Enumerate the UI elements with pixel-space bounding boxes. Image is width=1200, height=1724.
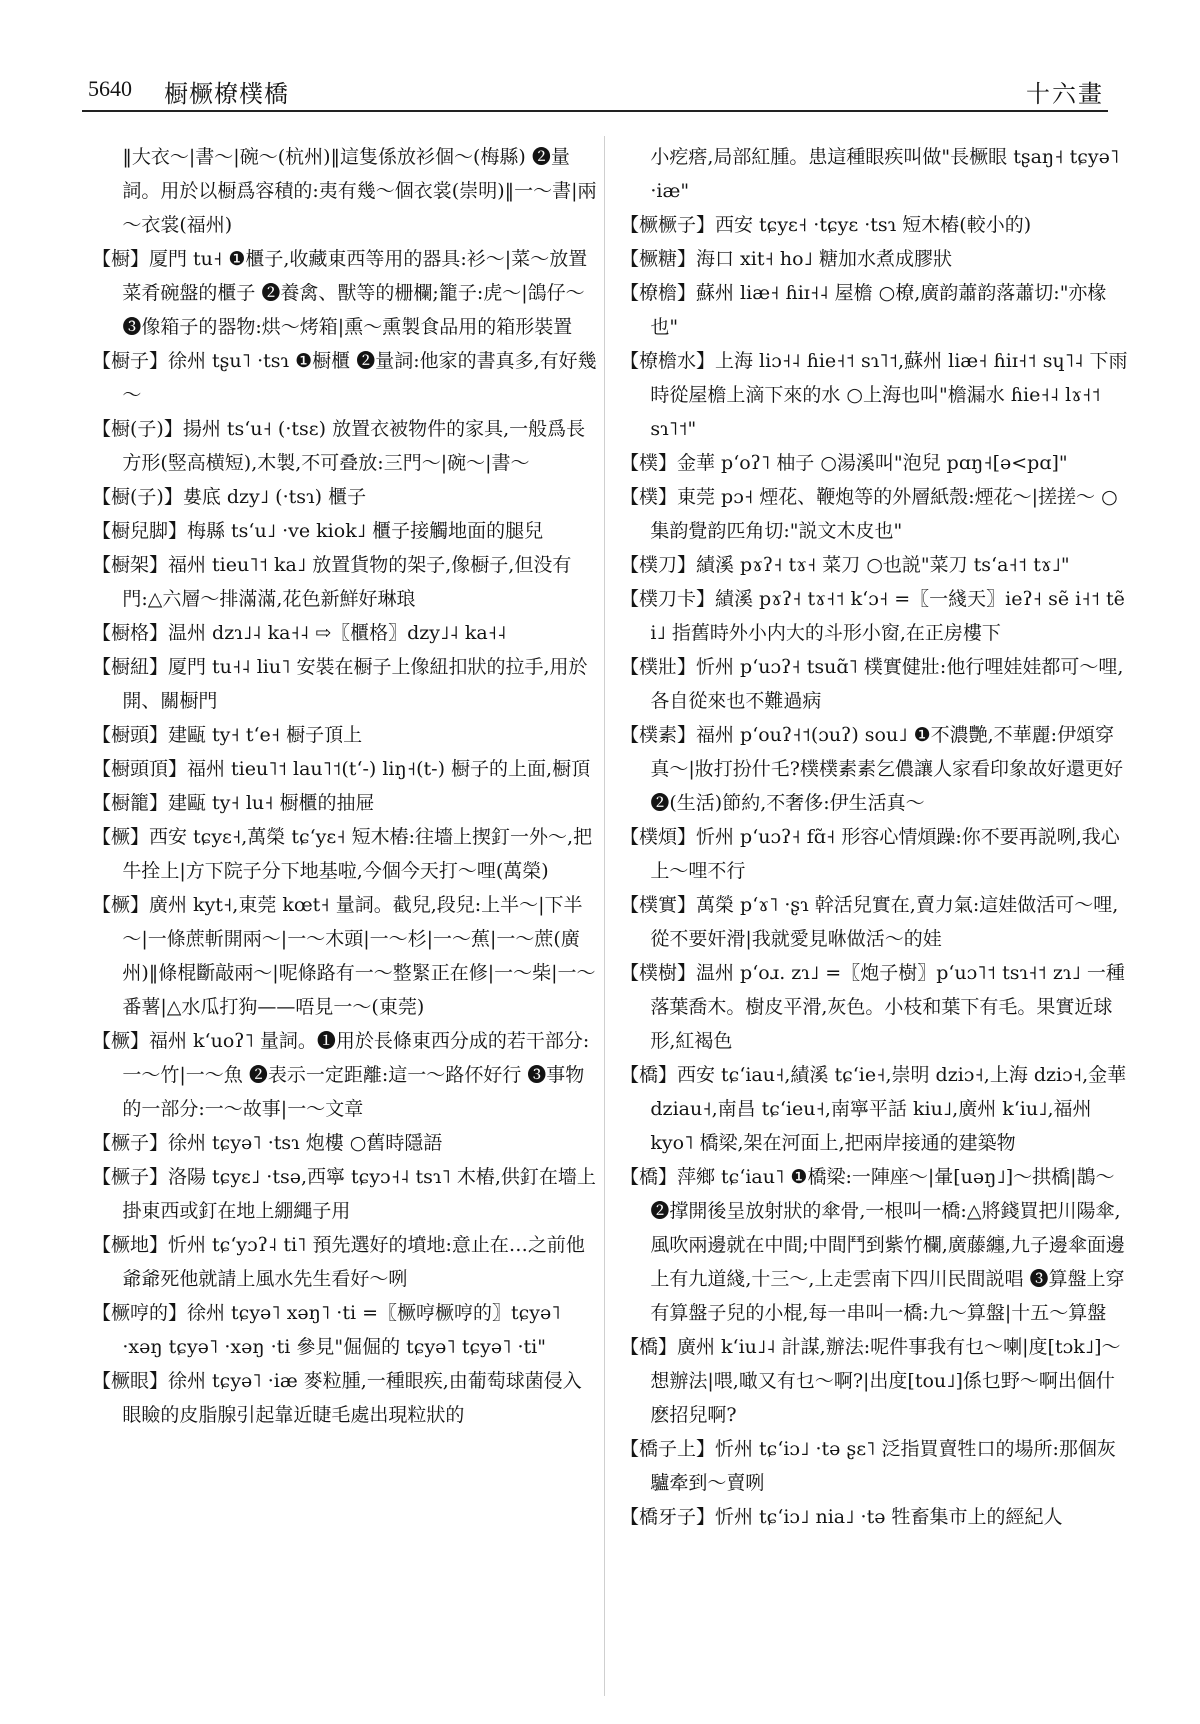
- dictionary-entry: 【樸樹】温州 pʻoɹ. zɿ˩ =〖炮子樹〗pʻuɔ˥˦ tsɿ˧˦ zɿ˩ 一種落葉喬木。樹皮平滑,灰色。小枝和葉下有毛。果實近球形,紅褐色: [620, 962, 1125, 1052]
- dictionary-entry: 【橛子】洛陽 tɕyɛ˩ ·tsə,西寧 tɕyɔ˧˨ tsɿ˥ 木樁,供釘在墻上掛東西或釘在地上綳繩子用: [92, 1166, 596, 1222]
- dictionary-entry: 【橑檐】蘇州 liæ˧ ɦiɪ˧˨ 屋檐 ○橑,廣韵蕭韵落蕭切:"亦椽也": [620, 282, 1107, 338]
- dictionary-entry: 【橱紐】厦門 tu˧˨ liu˥ 安裝在橱子上像紐扣狀的拉手,用於開、關橱門: [92, 656, 588, 712]
- dictionary-entry: 【橱子】徐州 tʂu˥ ·tsɿ ❶橱櫃 ❷量詞:他家的書真多,有好幾～: [92, 350, 597, 406]
- dictionary-entry: 【橛哼的】徐州 tɕyə˥ xəŋ˥ ·ti =〖橛哼橛哼的〗tɕyə˥ ·xəŋ tɕyə˥ ·xəŋ ·ti 參見"倔倔的 tɕyə˥ tɕyə˥ ·ti": [92, 1302, 561, 1358]
- dictionary-entry: 【橛】廣州 kyt˧,東莞 kœt˧ 量詞。截兒,段兒:上半～|下半～|一條蔗斬開兩～|一～木頭|一～杉|一～蕉|一～蔗(廣州)‖條棍斷敲兩～|呢條路有一～整緊正在修|一～柴|一～番薯|△水瓜打狗——唔見一～(東莞): [92, 894, 596, 1018]
- dictionary-entry: 【橋子上】忻州 tɕʻiɔ˩ ·tə ʂɛ˥ 泛指買賣牲口的場所:那個灰驢牽到～賣咧: [620, 1438, 1116, 1494]
- dictionary-entry: 【樸素】福州 pʻouʔ˧˦(ɔuʔ) sou˩ ❶不濃艷,不華麗:伊頌穿真～|妝打扮什乇?樸樸素素乞儂讓人家看印象故好還更好 ❷(生活)節約,不奢侈:伊生活真～: [620, 724, 1123, 814]
- dictionary-entry: 【橛地】忻州 tɕʻyɔʔ˨ ti˥ 預先選好的墳地:意止在…之前他爺爺死他就請上風水先生看好～咧: [92, 1234, 585, 1290]
- dictionary-entry: 【橛】福州 kʻuoʔ˥ 量詞。❶用於長條東西分成的若干部分:一～竹|一～魚 ❷表示一定距離:這一～路伓好行 ❸事物的一部分:一～故事|一～文章: [92, 1030, 590, 1120]
- page-header: [82, 72, 1108, 112]
- page-number: 5640: [88, 76, 132, 101]
- dictionary-entry: 【樸刀卡】績溪 pɤʔ˧ tɤ˧˦ kʻɔ˧ =〖一綫天〗ieʔ˧ sẽ i˧˦ tẽ i˩ 指舊時外小内大的斗形小窗,在正房樓下: [620, 588, 1125, 644]
- dictionary-entry: ‖大衣～|書～|碗～(杭州)‖這隻係放衫個～(梅縣) ❷量詞。用於以橱爲容積的:夷有幾～個衣裳(崇明)‖一～書|兩～衣裳(福州): [122, 146, 597, 236]
- dictionary-entry: 【橋】廣州 kʻiu˩˨ 計謀,辦法:呢件事我有乜～喇|度[tɔk˩]～想辦法|喂,噉又有乜～啊?|出度[tou˩]係乜野～啊出個什麽招兒啊?: [620, 1336, 1121, 1426]
- dictionary-entry: 【橱兒脚】梅縣 tsʻu˩ ·ve kiok˩ 櫃子接觸地面的腿兒: [92, 520, 544, 542]
- dictionary-entry: 【樸煩】忻州 pʻuɔʔ˧ fɑ̃˧ 形容心情煩躁:你不要再説咧,我心上～哩不行: [620, 826, 1120, 882]
- right-column: [620, 140, 1132, 1534]
- dictionary-entry: 【樸】金華 pʻoʔ˥ 柚子 ○湯溪叫"泡兒 pɑŋ˧[ə<pɑ]": [620, 452, 1068, 474]
- dictionary-entry: 小疙瘩,局部紅腫。患這種眼疾叫做"長橛眼 tʂaŋ˧ tɕyə˥ ·iæ": [650, 146, 1120, 202]
- dictionary-entry: 【橱(子)】揚州 tsʻu˧ (·tsɛ) 放置衣被物件的家具,一般爲長方形(竪高横短),木製,不可叠放:三門～|碗～|書～: [92, 418, 586, 474]
- dictionary-entry: 【橱頭頂】福州 tieu˥˦ lau˥˦(tʻ-) liŋ˧(t-) 橱子的上面,橱頂: [92, 758, 591, 780]
- column-divider: [604, 136, 605, 1696]
- dictionary-entry: 【橑檐水】上海 liɔ˧˨ ɦie˧˦ sɿ˥˦,蘇州 liæ˧ ɦiɪ˧˦ sɥ˥˨ 下雨時從屋檐上滴下來的水 ○上海也叫"檐漏水 ɦie˧˨ lɤ˧˦ sɿ˥˦": [620, 350, 1128, 440]
- section-label: 十六畫: [1026, 80, 1104, 108]
- dictionary-entry: 【樸刀】績溪 pɤʔ˧ tɤ˧ 菜刀 ○也説"菜刀 tsʻa˧˦ tɤ˩": [620, 554, 1070, 576]
- dictionary-entry: 【橛橛子】西安 tɕyɛ˧ ·tɕyɛ ·tsɿ 短木樁(較小的): [620, 214, 1032, 236]
- dictionary-entry: 【橛眼】徐州 tɕyə˥ ·iæ 麥粒腫,一種眼疾,由葡萄球菌侵入眼瞼的皮脂腺引起靠近睫毛處出現粒狀的: [92, 1370, 582, 1426]
- left-column: [92, 140, 600, 1432]
- dictionary-entry: 【橋】萍鄉 tɕʻiau˥ ❶橋梁:一陣座～|暈[uəŋ˩]～拱橋|鵲～ ❷撑開後呈放射狀的傘骨,一根叫一橋:△將錢買把川陽傘,風吹兩邊就在中間;中間鬥到紫竹欄,廣藤纏,九子邊傘面邊上有九道綫,十三～,上走雲南下四川民間説唱 ❸算盤上穿有算盤子兒的小棍,每一串叫一橋:九～算盤|十五～算盤: [620, 1166, 1125, 1324]
- page-title: 橱橛橑樸橋: [164, 80, 289, 108]
- dictionary-entry: 【樸壯】忻州 pʻuɔʔ˧ tsuɑ̃˥ 樸實健壯:他行哩娃娃都可～哩,各自從來也不難過病: [620, 656, 1124, 712]
- dictionary-entry: 【橱頭】建甌 ty˧ tʻe˧ 橱子頂上: [92, 724, 363, 746]
- dictionary-entry: 【樸實】萬榮 pʻɤ˥ ·ʂɿ 幹活兒實在,賣力氣:這娃做活可～哩,從不要奸滑|我就愛見咻做活～的娃: [620, 894, 1119, 950]
- dictionary-entry: 【橋牙子】忻州 tɕʻiɔ˩ nia˩ ·tə 牲畜集市上的經紀人: [620, 1506, 1063, 1528]
- dictionary-entry: 【橱】厦門 tu˧ ❶櫃子,收藏東西等用的器具:衫～|菜～放置菜肴碗盤的櫃子 ❷養禽、獸等的栅欄;籠子:虎～|鴿仔～ ❸像箱子的器物:烘～烤箱|熏～熏製食品用的箱形裝置: [92, 248, 588, 338]
- dictionary-entry: 【樸】東莞 pɔ˧ 煙花、鞭炮等的外層紙殼:煙花～|搓搓～ ○集韵覺韵匹角切:"説文木皮也": [620, 486, 1118, 542]
- dictionary-entry: 【橛】西安 tɕyɛ˧,萬榮 tɕʻyɛ˧ 短木樁:往墻上揳釘一外～,把牛拴上|方下院子分下地基啦,今個今天打～哩(萬榮): [92, 826, 593, 882]
- dictionary-entry: 【橱籠】建甌 ty˧ lu˧ 橱櫃的抽屉: [92, 792, 375, 814]
- dictionary-entry: 【橱格】温州 dzɿ˩˨ ka˧˨ ⇨〖櫃格〗dzy˩˨ ka˧˨: [92, 622, 507, 644]
- dictionary-entry: 【橛糖】海口 xit˧ ho˩ 糖加水煮成膠狀: [620, 248, 952, 270]
- dictionary-entry: 【橛子】徐州 tɕyə˥ ·tsɿ 炮樓 ○舊時隱語: [92, 1132, 443, 1154]
- dictionary-entry: 【橋】西安 tɕʻiau˧,績溪 tɕʻie˧,崇明 dziɔ˧,上海 dziɔ˧,金華 dziau˧,南昌 tɕʻieu˧,南寧平話 kiu˩,廣州 kʻiu˩,福州 kyo˥ 橋梁,架在河面上,把兩岸接通的建築物: [620, 1064, 1127, 1154]
- dictionary-entry: 【橱架】福州 tieu˥˦ ka˩ 放置貨物的架子,像橱子,但没有門:△六層～排滿滿,花色新鮮好琳琅: [92, 554, 572, 610]
- dictionary-entry: 【橱(子)】婁底 dzy˩ (·tsɿ) 櫃子: [92, 486, 367, 508]
